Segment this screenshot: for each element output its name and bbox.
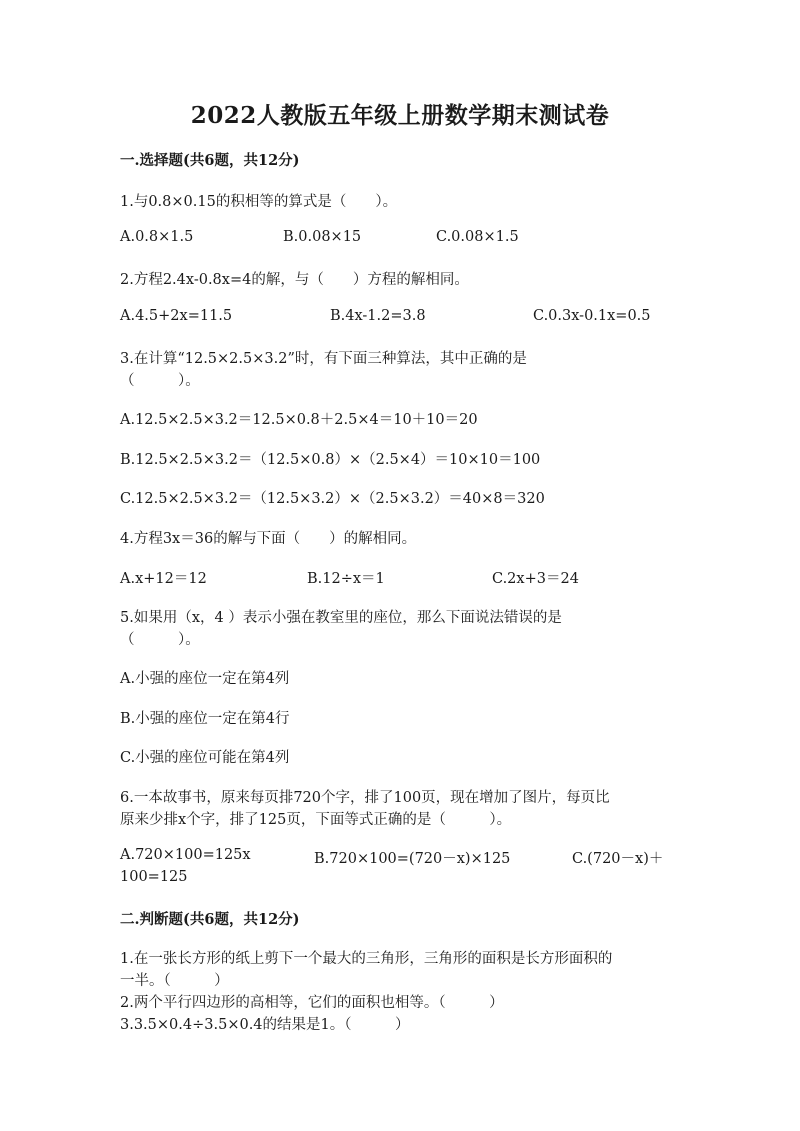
question-6-option-c: C.(720－x)＋ bbox=[572, 851, 664, 867]
question-5-option-c: C.小强的座位可能在第4列 bbox=[120, 750, 290, 766]
question-6-option-b: B.720×100=(720－x)×125 bbox=[314, 851, 511, 867]
judgment-3: 3.3.5×0.4÷3.5×0.4的结果是1。（ ） bbox=[120, 1017, 410, 1033]
question-3-option-b: B.12.5×2.5×3.2＝（12.5×0.8）×（2.5×4）＝10×10＝100 bbox=[120, 452, 541, 468]
question-6-option-a: A.720×100=125x bbox=[120, 847, 251, 863]
question-1-option-a: A.0.8×1.5 bbox=[120, 229, 194, 245]
question-6-stem-line-2: 原来少排x个字，排了125页，下面等式正确的是（ ）。 bbox=[120, 812, 512, 828]
question-3-option-c: C.12.5×2.5×3.2＝（12.5×3.2）×（2.5×3.2）＝40×8＝320 bbox=[120, 491, 545, 507]
question-3-stem-line-2: （ ）。 bbox=[120, 373, 200, 389]
question-4-option-c: C.2x+3＝24 bbox=[492, 571, 579, 587]
judgment-1-line-2: 一半。（ ） bbox=[120, 973, 229, 989]
section-heading-judgment: 二.判断题(共6题，共12分) bbox=[120, 911, 300, 928]
question-3-stem-line-1: 3.在计算“12.5×2.5×3.2”时，有下面三种算法，其中正确的是 bbox=[120, 351, 527, 367]
question-4-option-a: A.x+12＝12 bbox=[120, 571, 207, 587]
page-title: 2022人教版五年级上册数学期末测试卷 bbox=[190, 102, 610, 129]
question-1-option-c: C.0.08×1.5 bbox=[436, 229, 519, 245]
question-5-stem-line-2: （ ）。 bbox=[120, 632, 200, 648]
question-4-stem: 4.方程3x＝36的解与下面（ ）的解相同。 bbox=[120, 531, 417, 547]
question-5-option-a: A.小强的座位一定在第4列 bbox=[120, 671, 290, 687]
question-5-stem-line-1: 5.如果用（x，4 ）表示小强在教室里的座位，那么下面说法错误的是 bbox=[120, 610, 562, 626]
question-2-option-c: C.0.3x-0.1x=0.5 bbox=[533, 308, 651, 324]
judgment-1-line-1: 1.在一张长方形的纸上剪下一个最大的三角形，三角形的面积是长方形面积的 bbox=[120, 951, 613, 967]
question-4-option-b: B.12÷x＝1 bbox=[307, 571, 385, 587]
question-2-option-b: B.4x-1.2=3.8 bbox=[330, 308, 426, 324]
judgment-2: 2.两个平行四边形的高相等，它们的面积也相等。（ ） bbox=[120, 995, 504, 1011]
question-5-option-b: B.小强的座位一定在第4行 bbox=[120, 711, 290, 727]
question-3-option-a: A.12.5×2.5×3.2＝12.5×0.8＋2.5×4＝10＋10＝20 bbox=[120, 412, 478, 428]
question-1-stem: 1.与0.8×0.15的积相等的算式是（ ）。 bbox=[120, 194, 398, 210]
question-1-option-b: B.0.08×15 bbox=[283, 229, 362, 245]
section-heading-choice: 一.选择题(共6题，共12分) bbox=[120, 152, 300, 169]
question-2-option-a: A.4.5+2x=11.5 bbox=[120, 308, 233, 324]
question-6-stem-line-1: 6.一本故事书，原来每页排720个字，排了100页，现在增加了图片，每页比 bbox=[120, 790, 610, 806]
question-6-option-c-continued: 100=125 bbox=[120, 869, 188, 885]
question-2-stem: 2.方程2.4x-0.8x=4的解，与（ ）方程的解相同。 bbox=[120, 272, 469, 288]
